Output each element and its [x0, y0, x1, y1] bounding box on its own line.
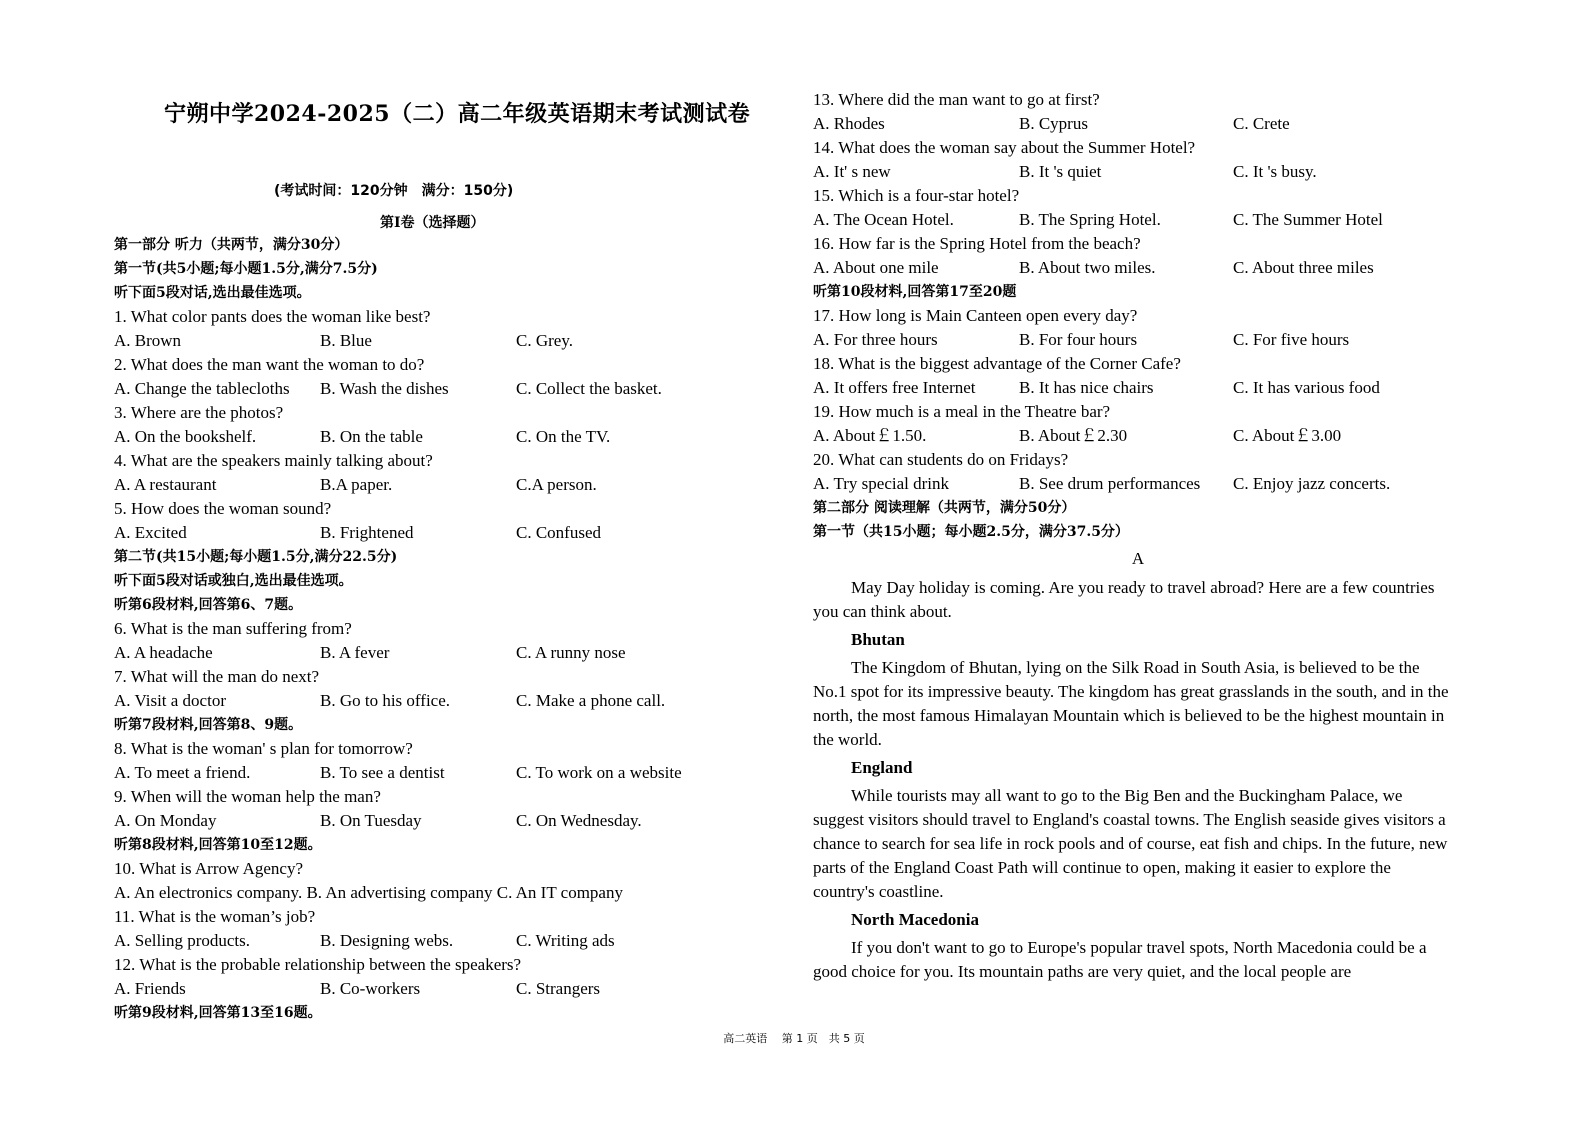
- option-b: B. Wash the dishes: [320, 379, 449, 398]
- option-c: C. Make a phone call.: [516, 691, 666, 710]
- section-heading: 第一部分 听力（共两节，满分30分）: [114, 237, 349, 253]
- question-text: 12. What is the probable relationship between the speakers?: [114, 955, 522, 974]
- option-c: C. On Wednesday.: [516, 811, 642, 830]
- answer-options: [813, 160, 1463, 184]
- question-text: A. An electronics company. B. An advertising company C. An IT company: [114, 883, 623, 902]
- answer-options: [114, 641, 764, 665]
- option-b: B. A fever: [320, 643, 390, 662]
- option-c: C. For five hours: [1233, 330, 1350, 349]
- option-a: A. To meet a friend.: [114, 763, 251, 782]
- answer-options: [114, 521, 764, 545]
- answer-options: [114, 377, 764, 401]
- question-text: 6. What is the man suffering from?: [114, 619, 352, 638]
- country-paragraph: If you don't want to go to Europe's popular travel spots, North Macedonia could be a good choice for you. Its mountain paths are very quiet, and the local people are: [813, 938, 1427, 981]
- country-paragraph: While tourists may all want to go to the Big Ben and the Buckingham Palace, we suggest visitors should travel to England's coastal towns. The English seaside gives visitors a chance to search for sea life in rock pools and of course, eat fish and chips. In the future, new parts of the England Coast Path will continue to open, making it easier to explore the country's coastline.: [813, 786, 1448, 901]
- answer-options: [114, 761, 764, 785]
- option-a: A. Excited: [114, 523, 187, 542]
- question-text: 4. What are the speakers mainly talking about?: [114, 451, 433, 470]
- option-a: A. A restaurant: [114, 475, 217, 494]
- country-paragraph: The Kingdom of Bhutan, lying on the Silk Road in South Asia, is believed to be the No.1 spot for its impressive beauty. The kingdom has great grasslands in the south, and in the north, the most famous Himalayan Mountain which is believed to be the highest mountain in the world.: [813, 658, 1449, 749]
- answer-options: [813, 256, 1463, 280]
- option-b: B. It 's quiet: [1019, 162, 1102, 181]
- question-text: 8. What is the woman' s plan for tomorrow?: [114, 739, 413, 758]
- answer-options: [813, 112, 1463, 136]
- option-c: C. A runny nose: [516, 643, 626, 662]
- option-b: B. Designing webs.: [320, 931, 454, 950]
- answer-options: [114, 473, 764, 497]
- option-b: B. Go to his office.: [320, 691, 451, 710]
- option-c: C. About￡3.00: [1233, 426, 1342, 445]
- option-c: C. Grey.: [516, 331, 573, 350]
- question-text: 19. How much is a meal in the Theatre bar?: [813, 402, 1111, 421]
- passage-letter: A: [1131, 549, 1145, 568]
- page-footer: 高二英语 第 1 页 共 5 页: [723, 1032, 865, 1045]
- section-heading: 第二节(共15小题;每小题1.5分,满分22.5分): [114, 549, 398, 565]
- option-a: A. It' s new: [813, 162, 891, 181]
- option-b: B.A paper.: [320, 475, 393, 494]
- answer-options: [813, 328, 1463, 352]
- answer-options: [813, 376, 1463, 400]
- country-heading: Bhutan: [851, 630, 905, 649]
- question-text: 16. How far is the Spring Hotel from the beach?: [813, 234, 1141, 253]
- option-b: B. It has nice chairs: [1019, 378, 1154, 397]
- question-text: 5. How does the woman sound?: [114, 499, 332, 518]
- option-b: B. See drum performances: [1019, 474, 1201, 493]
- part-title: 第Ⅰ卷（选择题）: [380, 215, 485, 231]
- option-c: C. Enjoy jazz concerts.: [1233, 474, 1391, 493]
- option-b: B. Frightened: [320, 523, 414, 542]
- question-text: 13. Where did the man want to go at first?: [813, 90, 1100, 109]
- listening-questions-right: [813, 88, 1463, 544]
- question-text: 14. What does the woman say about the Summer Hotel?: [813, 138, 1196, 157]
- reading-passage-a: [813, 544, 1463, 984]
- option-a: A. Friends: [114, 979, 186, 998]
- option-c: C. About three miles: [1233, 258, 1374, 277]
- option-a: A. It offers free Internet: [813, 378, 976, 397]
- question-text: 11. What is the woman’s job?: [114, 907, 316, 926]
- question-text: 2. What does the man want the woman to do?: [114, 355, 425, 374]
- page-title: 宁朔中学2024-2025（二）高二年级英语期末考试测试卷: [164, 101, 751, 127]
- answer-options: [114, 689, 764, 713]
- option-a: A. About one mile: [813, 258, 939, 277]
- option-b: B. On the table: [320, 427, 423, 446]
- option-b: B. For four hours: [1019, 330, 1138, 349]
- option-a: A. On the bookshelf.: [114, 427, 257, 446]
- option-b: B. Blue: [320, 331, 372, 350]
- answer-options: [114, 929, 764, 953]
- question-text: 1. What color pants does the woman like best?: [114, 307, 431, 326]
- option-a: A. On Monday: [114, 811, 217, 830]
- section-heading: 听第6段材料,回答第6、7题。: [114, 597, 303, 613]
- option-c: C. Confused: [516, 523, 601, 542]
- option-b: B. The Spring Hotel.: [1019, 210, 1161, 229]
- option-b: B. To see a dentist: [320, 763, 445, 782]
- option-a: A. About￡1.50.: [813, 426, 927, 445]
- question-text: 15. Which is a four-star hotel?: [813, 186, 1020, 205]
- option-a: A. The Ocean Hotel.: [813, 210, 954, 229]
- option-a: A. Visit a doctor: [114, 691, 226, 710]
- question-text: 18. What is the biggest advantage of the Corner Cafe?: [813, 354, 1181, 373]
- option-c: C. On the TV.: [516, 427, 611, 446]
- option-b: B. About￡2.30: [1019, 426, 1128, 445]
- section-heading: 第二部分 阅读理解（共两节，满分50分）: [813, 500, 1076, 516]
- section-heading: 听第10段材料,回答第17至20题: [813, 284, 1017, 300]
- option-a: A. Rhodes: [813, 114, 885, 133]
- option-a: A. Try special drink: [813, 474, 949, 493]
- answer-options: [813, 208, 1463, 232]
- section-heading: 听第9段材料,回答第13至16题。: [114, 1005, 322, 1021]
- answer-options: [813, 472, 1463, 496]
- option-b: B. On Tuesday: [320, 811, 422, 830]
- answer-options: [813, 424, 1463, 448]
- answer-options: [114, 425, 764, 449]
- option-a: A. Change the tablecloths: [114, 379, 290, 398]
- option-a: A. Brown: [114, 331, 182, 350]
- section-heading: 听下面5段对话,选出最佳选项。: [114, 285, 311, 301]
- exam-info: (考试时间：120分钟 满分：150分): [274, 183, 514, 199]
- section-heading: 第一节(共5小题;每小题1.5分,满分7.5分): [114, 261, 378, 277]
- option-c: C. Writing ads: [516, 931, 615, 950]
- answer-options: [114, 977, 764, 1001]
- answer-options: [114, 329, 764, 353]
- question-text: 7. What will the man do next?: [114, 667, 320, 686]
- option-a: A. For three hours: [813, 330, 938, 349]
- country-heading: England: [851, 758, 913, 777]
- question-text: 17. How long is Main Canteen open every day?: [813, 306, 1138, 325]
- section-heading: 听下面5段对话或独白,选出最佳选项。: [114, 573, 353, 589]
- listening-questions-left: [114, 233, 764, 1025]
- question-text: 3. Where are the photos?: [114, 403, 284, 422]
- section-heading: 听第7段材料,回答第8、9题。: [114, 717, 303, 733]
- section-heading: 第一节（共15小题；每小题2.5分，满分37.5分）: [813, 524, 1129, 540]
- option-a: A. Selling products.: [114, 931, 250, 950]
- question-text: 20. What can students do on Fridays?: [813, 450, 1069, 469]
- option-c: C.A person.: [516, 475, 597, 494]
- option-c: C. Crete: [1233, 114, 1290, 133]
- option-c: C. The Summer Hotel: [1233, 210, 1383, 229]
- option-c: C. Strangers: [516, 979, 601, 998]
- option-c: C. It 's busy.: [1233, 162, 1317, 181]
- question-text: 9. When will the woman help the man?: [114, 787, 381, 806]
- option-c: C. Collect the basket.: [516, 379, 662, 398]
- option-c: C. It has various food: [1233, 378, 1380, 397]
- passage-intro: May Day holiday is coming. Are you ready to travel abroad? Here are a few countries you can think about.: [813, 578, 1435, 621]
- option-c: C. To work on a website: [516, 763, 682, 782]
- option-a: A. A headache: [114, 643, 213, 662]
- country-heading: North Macedonia: [851, 910, 979, 929]
- section-heading: 听第8段材料,回答第10至12题。: [114, 837, 322, 853]
- option-b: B. About two miles.: [1019, 258, 1156, 277]
- question-text: 10. What is Arrow Agency?: [114, 859, 304, 878]
- option-b: B. Co-workers: [320, 979, 421, 998]
- answer-options: [114, 809, 764, 833]
- option-b: B. Cyprus: [1019, 114, 1088, 133]
